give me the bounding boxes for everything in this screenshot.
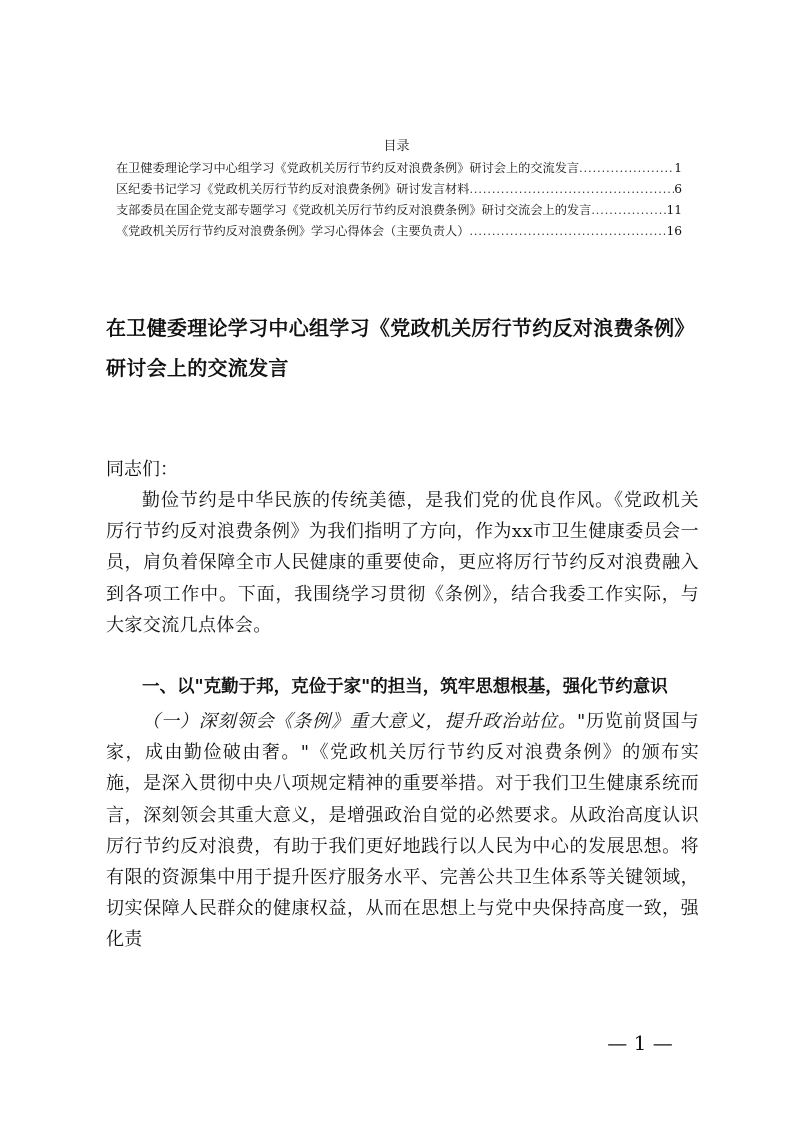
body-paragraph: 勤俭节约是中华民族的传统美德，是我们党的优良作风。《党政机关厉行节约反对浪费条例》为我们指明了方向，作为xx市卫生健康委员会一员，肩负着保障全市人民健康的重要使命，更应将厉行节约反对浪费融入到各项工作中。下面，我围绕学习贯彻《条例》，结合我委工作实际，与大家交流几点体会。 <box>106 490 699 636</box>
toc-title: 目录 <box>383 139 410 154</box>
toc-entry[interactable] <box>116 221 682 242</box>
toc-leader-dots <box>469 221 666 242</box>
toc-entry-text: 支部委员在国企党支部专题学习《党政机关厉行节约反对浪费条例》研讨交流会上的发言 <box>116 203 592 217</box>
page-number: — 1 — <box>607 1031 673 1055</box>
toc-entry-text: 区纪委书记学习《党政机关厉行节约反对浪费条例》研讨发言材料 <box>116 182 470 196</box>
toc-leader-dots <box>591 200 666 221</box>
toc-entry-page: 16 <box>666 224 682 238</box>
toc-entry-page: 11 <box>666 203 682 217</box>
toc-entry-page: 1 <box>674 161 682 175</box>
table-of-contents <box>116 158 682 242</box>
toc-entry-text: 在卫健委理论学习中心组学习《党政机关厉行节约反对浪费条例》研讨会上的交流发言 <box>116 161 580 175</box>
body-paragraph <box>106 706 699 956</box>
toc-leader-dots <box>469 179 674 200</box>
document-title: 在卫健委理论学习中心组学习《党政机关厉行节约反对浪费条例》研讨会上的交流发言 <box>106 316 695 380</box>
section-heading: 一、以"克勤于邦，克俭于家"的担当，筑牢思想根基，强化节约意识 <box>142 677 668 697</box>
toc-entry-text: 《党政机关厉行节约反对浪费条例》学习心得体会（主要负责人） <box>116 224 470 238</box>
toc-entry-page: 6 <box>674 182 682 196</box>
toc-leader-dots <box>579 158 674 179</box>
toc-entry[interactable] <box>116 200 682 221</box>
sub-heading: （一）深刻领会《条例》重大意义，提升政治站位。 <box>142 711 577 732</box>
toc-entry[interactable] <box>116 179 682 200</box>
salutation: 同志们： <box>106 459 178 480</box>
paragraph-text: "历览前贤国与家，成由勤俭破由奢。"《党政机关厉行节约反对浪费条例》的颁布实施，是深入贯彻中央八项规定精神的重要举措。对于我们卫生健康系统而言，深刻领会其重大意义，是增强政治自觉的必然要求。从政治高度认识厉行节约反对浪费，有助于我们更好地践行以人民为中心的发展思想。将有限的资源集中用于提升医疗服务水平、完善公共卫生体系等关键领域，切实保障人民群众的健康权益，从而在思想上与党中央保持高度一致，强化责 <box>106 711 699 951</box>
toc-entry[interactable] <box>116 158 682 179</box>
